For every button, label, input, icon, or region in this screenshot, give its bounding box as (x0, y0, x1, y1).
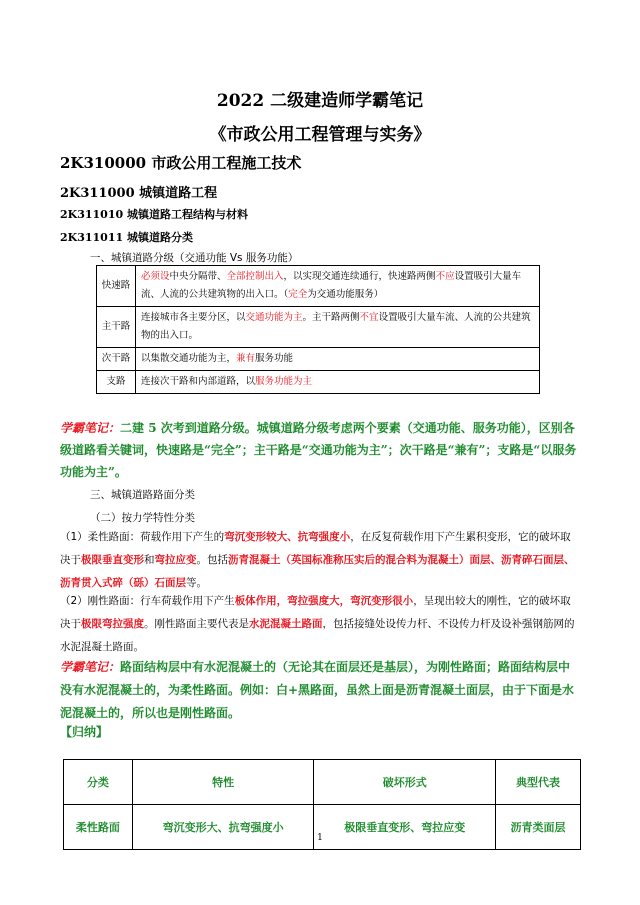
para-text: （2）刚性路面：行车荷载作用下产生 (60, 595, 235, 607)
topic-heading: 2K311011 城镇道路分类 (60, 231, 193, 244)
highlight-text: 交通功能为主 (245, 312, 303, 323)
highlight-text: 水泥混凝土路面 (249, 618, 323, 630)
road-type-cell: 主干路 (97, 307, 136, 348)
para-text: 和 (144, 554, 155, 566)
chapter-heading: 2K310000 市政公用工程施工技术 (60, 154, 302, 172)
road-type-cell: 次干路 (97, 348, 136, 371)
table-cell: 沥青类面层 (496, 805, 581, 850)
desc-text: 中央分隔带、 (169, 271, 227, 282)
table-row (97, 307, 540, 348)
header-cell: 特性 (132, 760, 314, 805)
para-text: ，包括接缝处设传力杆、不设传力杆及设补强钢筋网的水泥混凝土路面。 (60, 618, 575, 653)
study-note (60, 417, 580, 483)
table-cell: 弯沉变形大、抗弯强度小 (132, 805, 314, 850)
table-row (97, 371, 540, 394)
highlight-text: 不宜 (359, 312, 379, 323)
road-desc-cell (136, 348, 540, 371)
rigid-pavement-paragraph (60, 590, 580, 659)
header-cell: 破坏形式 (314, 760, 496, 805)
pavement-heading: 三、城镇道路路面分类 (90, 489, 195, 501)
road-desc-cell (136, 371, 540, 394)
highlight-text: 弯拉应变 (154, 554, 197, 566)
highlight-text: 沥青混凝土（英国标准称压实后的混合料为混凝土）面层、沥青碎石面层、沥青贯入式碎（砾）石面层 (60, 554, 575, 589)
road-desc-cell (136, 266, 540, 307)
table-row (97, 266, 540, 307)
mechanics-subheading: （二）按力学特性分类 (90, 512, 195, 524)
study-note-label: 学霸笔记： (60, 660, 121, 674)
highlight-text: 不应 (435, 271, 455, 282)
para-text: 等。 (186, 577, 207, 589)
desc-text: 以集散交通功能为主， (141, 353, 237, 364)
subsection-heading: 2K311010 城镇道路工程结构与材料 (60, 208, 248, 221)
para-text: （1）柔性路面：荷载作用下产生的 (60, 531, 225, 543)
road-type-cell: 支路 (97, 371, 136, 394)
para-text: ，在反复荷载作用下产生累积变形，它的破坏取决于 (60, 531, 571, 566)
study-note-label: 学霸笔记： (60, 421, 121, 435)
highlight-text: 极限弯拉强度 (81, 618, 144, 630)
road-grading-table (96, 265, 540, 394)
para-text: ，呈现出较大的刚性，它的破坏取决于 (60, 595, 571, 630)
desc-text: 。主干路两侧 (302, 312, 360, 323)
document-subtitle: 《市政公用工程管理与实务》 (209, 125, 431, 145)
summary-label: 【归纳】 (60, 725, 109, 739)
header-cell: 分类 (64, 760, 133, 805)
highlight-text: 必须设 (141, 271, 170, 282)
highlight-text: 兼有 (236, 353, 256, 364)
study-note-text: 路面结构层中有水泥混凝土的（无论其在面层还是基层），为刚性路面；路面结构层中没有水泥混凝土的，为柔性路面。例如：白+黑路面，虽然上面是沥青混凝土面层，由于下面是水泥混凝土的，所以也是刚性路面。 (60, 660, 575, 720)
study-note (60, 656, 580, 725)
para-text: 。刚性路面主要代表是 (144, 618, 249, 630)
highlight-text: 弯沉变形较大、抗弯强度小 (224, 531, 351, 543)
header-cell: 典型代表 (496, 760, 581, 805)
flexible-pavement-paragraph (60, 526, 580, 595)
desc-text: 连接城市各主要分区，以 (141, 312, 246, 323)
highlight-text: 服务功能为主 (255, 376, 313, 387)
table-row (97, 348, 540, 371)
desc-text: 设置吸引大量车流、人流的公共建筑物的出入口。（ (141, 271, 522, 300)
road-type-cell: 快速路 (97, 266, 136, 307)
para-text: 。包括 (196, 554, 228, 566)
highlight-text: 全部控制出入 (226, 271, 284, 282)
highlight-text: 板体作用，弯拉强度大，弯沉变形很小 (234, 595, 414, 607)
road-grading-heading: 一、城镇道路分级（交通功能 Vs 服务功能） (90, 252, 299, 264)
table-cell: 柔性路面 (64, 805, 133, 850)
desc-text: 连接次干路和内部道路，以 (141, 376, 256, 387)
page-number: 1 (317, 833, 323, 843)
highlight-text: 完全 (288, 289, 308, 300)
table-header-row (64, 760, 581, 805)
desc-text: ，以实现交通连续通行，快速路两侧 (283, 271, 436, 282)
desc-text: 设置吸引大量车流、人流的公共建筑物的出入口。 (141, 312, 531, 341)
road-desc-cell (136, 307, 540, 348)
desc-text: 为交通功能服务） (307, 289, 384, 300)
table-cell: 极限垂直变形、弯拉应变 (314, 805, 496, 850)
document-title: 2022 二级建造师学霸笔记 (216, 91, 424, 111)
section-heading: 2K311000 城镇道路工程 (60, 186, 218, 201)
highlight-text: 极限垂直变形 (81, 554, 144, 566)
desc-text: 服务功能 (255, 353, 294, 364)
study-note-text: 二建 5 次考到道路分级。城镇道路分级考虑两个要素（交通功能、服务功能），区别各级道路看关键词，快速路是“完全”；主干路是“交通功能为主”；次干路是“兼有”；支路是“以服务功能为主”。 (60, 421, 577, 479)
